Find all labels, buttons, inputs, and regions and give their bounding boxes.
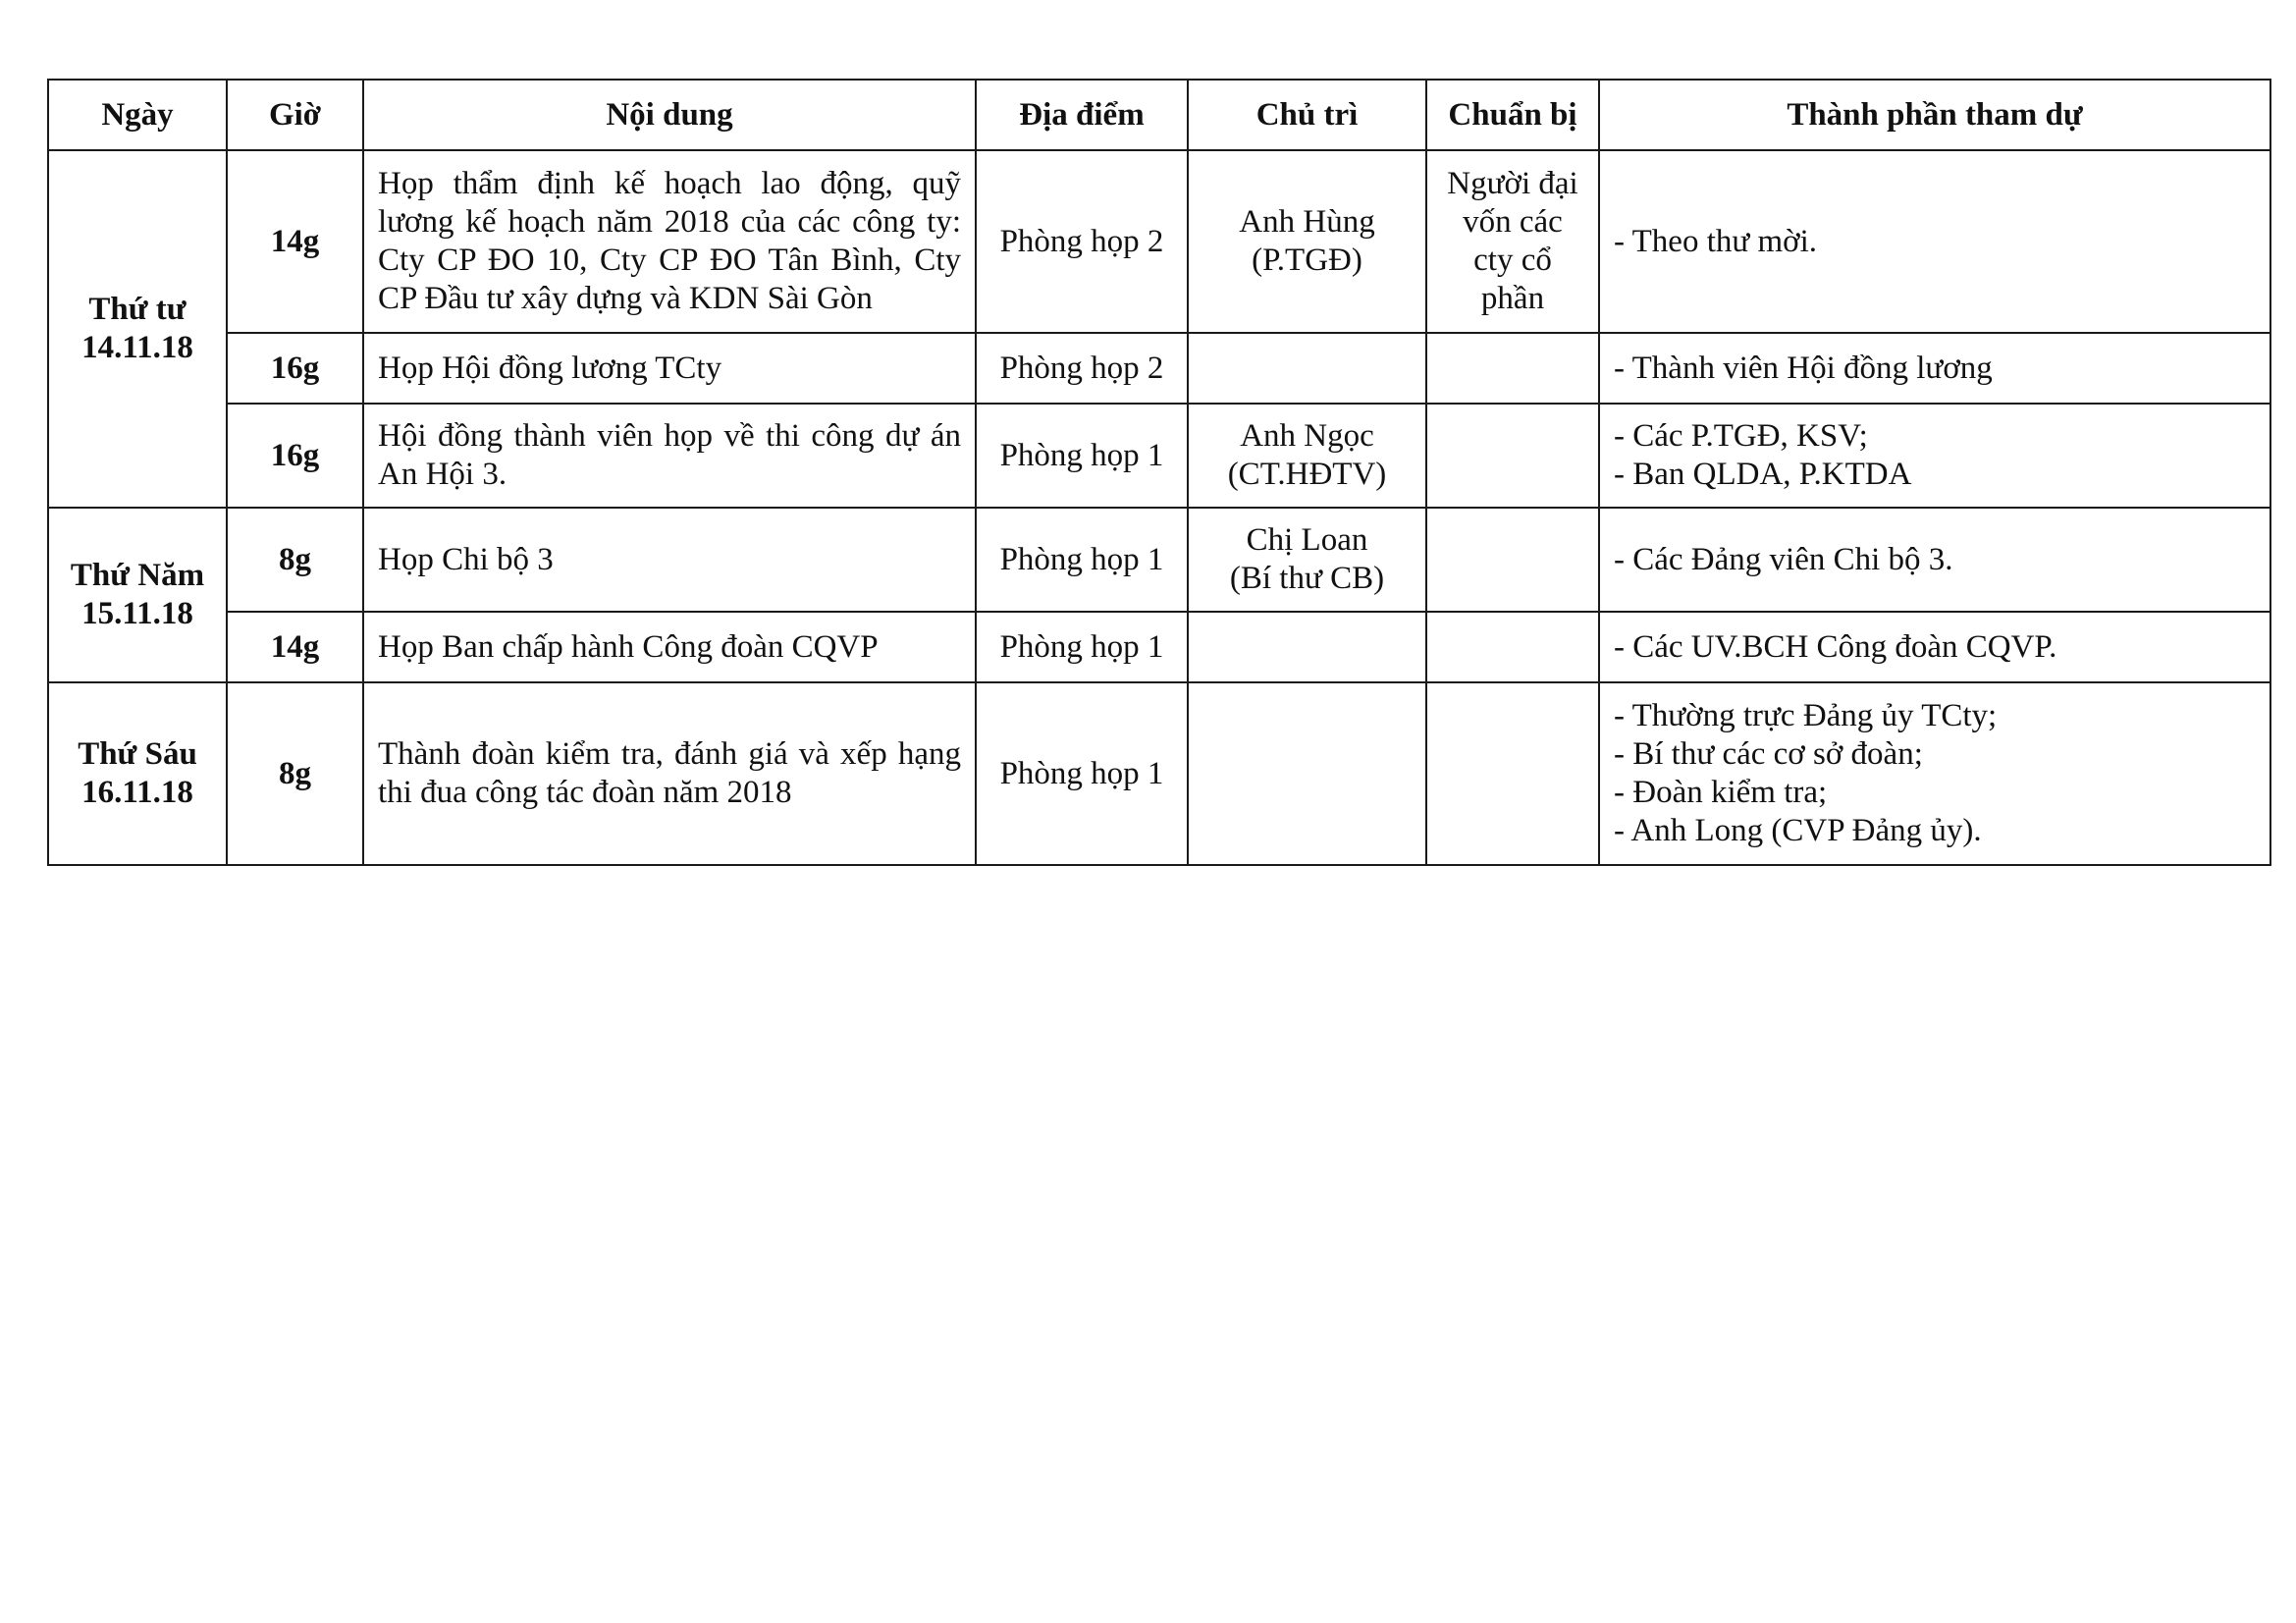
prepare-cell	[1426, 508, 1599, 612]
location-cell: Phòng họp 1	[976, 404, 1188, 508]
header-location: Địa điểm	[976, 80, 1188, 150]
time-cell: 8g	[227, 682, 363, 865]
table-row	[48, 333, 2270, 404]
attendee-line: - Thành viên Hội đồng lương	[1614, 350, 1993, 386]
day-date: 14.11.18	[81, 330, 193, 365]
chair-cell	[1188, 508, 1426, 612]
attendees-cell	[1599, 150, 2270, 333]
header-prepare: Chuẩn bị	[1426, 80, 1599, 150]
attendee-line: - Các UV.BCH Công đoàn CQVP.	[1614, 628, 2057, 665]
header-content: Nội dung	[363, 80, 976, 150]
content-cell: Họp Chi bộ 3	[363, 508, 976, 612]
table-row	[48, 612, 2270, 682]
header-day: Ngày	[48, 80, 227, 150]
table-row	[48, 404, 2270, 508]
attendees-cell	[1599, 404, 2270, 508]
chair-cell	[1188, 612, 1426, 682]
prepare-cell	[1426, 150, 1599, 333]
chair-name: Anh Hùng	[1239, 204, 1375, 240]
content-cell: Hội đồng thành viên họp về thi công dự án An Hội 3.	[363, 404, 976, 508]
table-row	[48, 150, 2270, 333]
schedule-table	[47, 79, 2271, 866]
attendees-cell	[1599, 508, 2270, 612]
content-cell: Thành đoàn kiểm tra, đánh giá và xếp hạng thi đua công tác đoàn năm 2018	[363, 682, 976, 865]
header-time: Giờ	[227, 80, 363, 150]
day-name: Thứ tư	[88, 292, 187, 327]
day-cell	[48, 682, 227, 865]
prepare-line: Người đại	[1447, 166, 1578, 201]
day-name: Thứ Năm	[70, 558, 205, 593]
chair-name: Anh Ngọc	[1240, 418, 1374, 454]
attendee-line: - Các P.TGĐ, KSV;	[1614, 418, 1868, 454]
chair-name: Chị Loan	[1246, 522, 1368, 558]
time-cell: 14g	[227, 612, 363, 682]
prepare-cell	[1426, 333, 1599, 404]
attendee-line: - Đoàn kiểm tra;	[1614, 775, 1828, 810]
prepare-cell	[1426, 612, 1599, 682]
prepare-cell	[1426, 404, 1599, 508]
location-cell: Phòng họp 2	[976, 333, 1188, 404]
content-cell: Họp Ban chấp hành Công đoàn CQVP	[363, 612, 976, 682]
prepare-cell	[1426, 682, 1599, 865]
day-cell	[48, 508, 227, 682]
prepare-line: phần	[1480, 281, 1545, 316]
attendee-line: - Ban QLDA, P.KTDA	[1614, 457, 1912, 492]
table-header-row	[48, 80, 2270, 150]
time-cell: 16g	[227, 404, 363, 508]
content-cell: Họp Hội đồng lương TCty	[363, 333, 976, 404]
chair-cell	[1188, 682, 1426, 865]
day-cell	[48, 150, 227, 508]
day-name: Thứ Sáu	[78, 736, 197, 772]
chair-title: (Bí thư CB)	[1229, 561, 1385, 596]
day-date: 16.11.18	[81, 775, 193, 810]
prepare-line: cty cổ	[1473, 243, 1552, 278]
prepare-line: vốn các	[1463, 204, 1563, 240]
table-row	[48, 682, 2270, 865]
attendees-cell	[1599, 612, 2270, 682]
time-cell: 16g	[227, 333, 363, 404]
header-attendees: Thành phần tham dự	[1599, 80, 2270, 150]
chair-cell	[1188, 404, 1426, 508]
header-chair: Chủ trì	[1188, 80, 1426, 150]
day-date: 15.11.18	[81, 596, 193, 631]
chair-cell	[1188, 150, 1426, 333]
location-cell: Phòng họp 1	[976, 682, 1188, 865]
chair-cell	[1188, 333, 1426, 404]
content-cell: Họp thẩm định kế hoạch lao động, quỹ lương kế hoạch năm 2018 của các công ty: Cty CP ĐO 10, Cty CP ĐO Tân Bình, Cty CP Đầu tư xây dựng và KDN Sài Gòn	[363, 150, 976, 333]
attendee-line: - Các Đảng viên Chi bộ 3.	[1614, 541, 1953, 577]
location-cell: Phòng họp 1	[976, 612, 1188, 682]
table-row	[48, 508, 2270, 612]
chair-title: (P.TGĐ)	[1252, 243, 1362, 278]
attendee-line: - Theo thư mời.	[1614, 223, 1818, 259]
location-cell: Phòng họp 2	[976, 150, 1188, 333]
attendees-cell	[1599, 333, 2270, 404]
attendee-line: - Anh Long (CVP Đảng ủy).	[1614, 813, 1982, 848]
location-cell: Phòng họp 1	[976, 508, 1188, 612]
attendee-line: - Thường trực Đảng ủy TCty;	[1614, 698, 1998, 733]
time-cell: 8g	[227, 508, 363, 612]
attendee-line: - Bí thư các cơ sở đoàn;	[1614, 736, 1923, 772]
chair-title: (CT.HĐTV)	[1227, 457, 1387, 492]
attendees-cell	[1599, 682, 2270, 865]
time-cell: 14g	[227, 150, 363, 333]
